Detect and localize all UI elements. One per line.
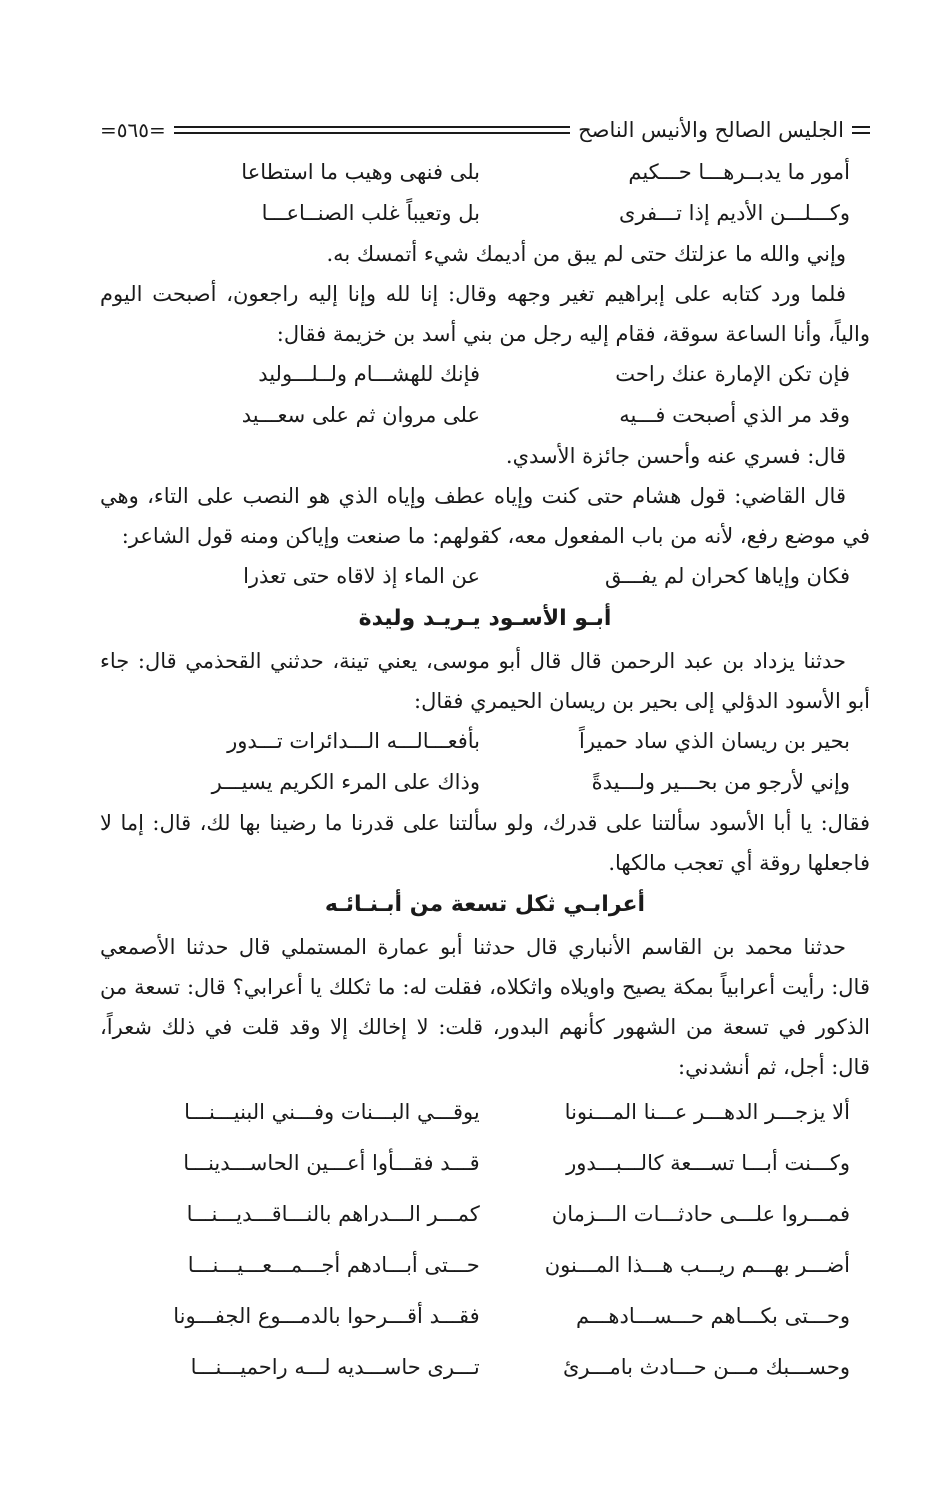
verse-first-hemistich: وإني لأرجو من بحـــير ولـــيدةً: [591, 770, 850, 794]
verse-line: [100, 152, 870, 193]
paragraph: فلما ورد كتابه على إبراهيم تغير وجهه وقال: إنا لله وإنا إليه راجعون، أصبحت اليوم والياً، وأنا الساعة سوقة، فقام إليه رجل من بني أسد بن خزيمة فقال:: [100, 282, 870, 346]
verse-second-hemistich: تـــرى حاســـديه لـــه راحميـــنـــا: [190, 1355, 480, 1379]
verse-first-hemistich: أضـــر بهـــم ريـــب هـــذا المـــنون: [544, 1253, 850, 1277]
verse-first-hemistich: وحســـبك مـــن حـــادث بامـــرئ: [563, 1355, 850, 1379]
verse-second-hemistich: قـــد فقـــأوا أعـــين الحاســـدينـــا: [183, 1151, 480, 1175]
book-page: [100, 108, 870, 1393]
header-rule: [174, 126, 570, 134]
verse-line: [100, 1291, 870, 1342]
verse-line: [100, 721, 870, 762]
verse-first-hemistich: فإن تكن الإمارة عنك راحت: [615, 362, 850, 386]
verse-line: [100, 1138, 870, 1189]
running-head: [100, 108, 870, 152]
verse-second-hemistich: وذاك على المرء الكريم يسيـــر: [211, 770, 480, 794]
verse-first-hemistich: ألا يزجـــر الدهـــر عـــنا المـــنونا: [564, 1100, 850, 1124]
verse-line: [100, 354, 870, 395]
verse-line: [100, 762, 870, 803]
paragraph: وإني والله ما عزلتك حتى لم يبق من أديمك شيء أتمسك به.: [326, 242, 846, 266]
paragraph: فقال: يا أبا الأسود سألتنا على قدرك، ولو سألتنا على قدرنا ما رضينا بها لك، قال: إما لا فاجعلها روقة أي تعجب مالكها.: [100, 811, 870, 875]
page-number: =٥٦٥=: [100, 118, 166, 142]
paragraph: حدثنا يزداد بن عبد الرحمن قال قال أبو موسى، يعني تينة، حدثني القحذمي قال: جاء أبو الأسود الدؤلي إلى بحير بن ريسان الحيمري فقال:: [100, 649, 870, 713]
verse-first-hemistich: فمـــروا علـــى حادثـــات الـــزمان: [551, 1202, 850, 1226]
verse-second-hemistich: فقـــد أقـــرحوا بالدمـــوع الجفـــونا: [173, 1304, 480, 1328]
section-heading: أبـو الأسـود يـريـد وليدة: [358, 606, 612, 631]
verse-second-hemistich: يوقـــي البـــنات وفـــني البنيـــنـــا: [184, 1100, 480, 1124]
header-ornament-right: [852, 126, 870, 134]
verse-line: [100, 1087, 870, 1138]
verse-line: [100, 1189, 870, 1240]
verse-second-hemistich: عن الماء إذ لاقاه حتى تعذرا: [243, 564, 480, 588]
verse-line: [100, 556, 870, 597]
verse-line: [100, 395, 870, 436]
paragraph: قال: فسري عنه وأحسن جائزة الأسدي.: [505, 444, 846, 468]
verse-first-hemistich: بحير بن ريسان الذي ساد حميراً: [579, 729, 850, 753]
verse-second-hemistich: كمـــر الـــدراهم بالنـــاقـــديـــنـــا: [186, 1202, 480, 1226]
section-heading: أعرابـي ثكل تسعة من أبـنـائـه: [324, 892, 646, 917]
verse-line: [100, 1240, 870, 1291]
verse-first-hemistich: فكان وإياها كحران لم يفـــق: [604, 564, 850, 588]
book-title: الجليس الصالح والأنيس الناصح: [578, 118, 844, 142]
verse-second-hemistich: على مروان ثم على سعـــيد: [241, 403, 480, 427]
verse-first-hemistich: أمور ما يدبــرهـــا حـــكيم: [628, 160, 850, 184]
paragraph: حدثنا محمد بن القاسم الأنباري قال حدثنا أبو عمارة المستملي قال حدثنا الأصمعي قال: رأيت أعرابياً بمكة يصيح واويلاه واثكلاه، فقلت له: ما ثكلك يا أعرابي؟ قال: تسعة من الذكور في تسعة من الشهور كأنهم البدور، قلت: لا إخالك إلا وقد قلت في ذلك شعراً، قال: أجل، ثم أنشدني:: [100, 935, 870, 1079]
verse-second-hemistich: بل وتعيباً غلب الصنــاعـــا: [261, 201, 480, 225]
verse-first-hemistich: وكـــلـــن الأديم إذا تـــفرى: [619, 201, 850, 225]
verse-second-hemistich: فإنك للهشـــام ولــلـــوليد: [258, 362, 480, 386]
verse-first-hemistich: وكـــنت أبـــا تســـعة كالـــبـــدور: [566, 1151, 850, 1175]
verse-line: [100, 193, 870, 234]
verse-second-hemistich: بلى فنهى وهيب ما استطاعا: [241, 160, 480, 184]
verse-first-hemistich: وحـــتى بكـــاهم حـــســـادهـــم: [575, 1304, 850, 1328]
verse-second-hemistich: حـــتى أبـــادهم أجـــمـــعـــيـــنـــا: [187, 1253, 480, 1277]
verse-second-hemistich: بأفعـــالـــه الـــدائرات تـــدور: [227, 729, 480, 753]
paragraph: قال القاضي: قول هشام حتى كنت وإياه عطف وإياه الذي هو النصب على التاء، وهي في موضع رفع، لأنه من باب المفعول معه، كقولهم: ما صنعت وإياكن ومنه قول الشاعر:: [100, 484, 870, 548]
verse-line: [100, 1342, 870, 1393]
verse-first-hemistich: وقد مر الذي أصبحت فـــيه: [619, 403, 850, 427]
